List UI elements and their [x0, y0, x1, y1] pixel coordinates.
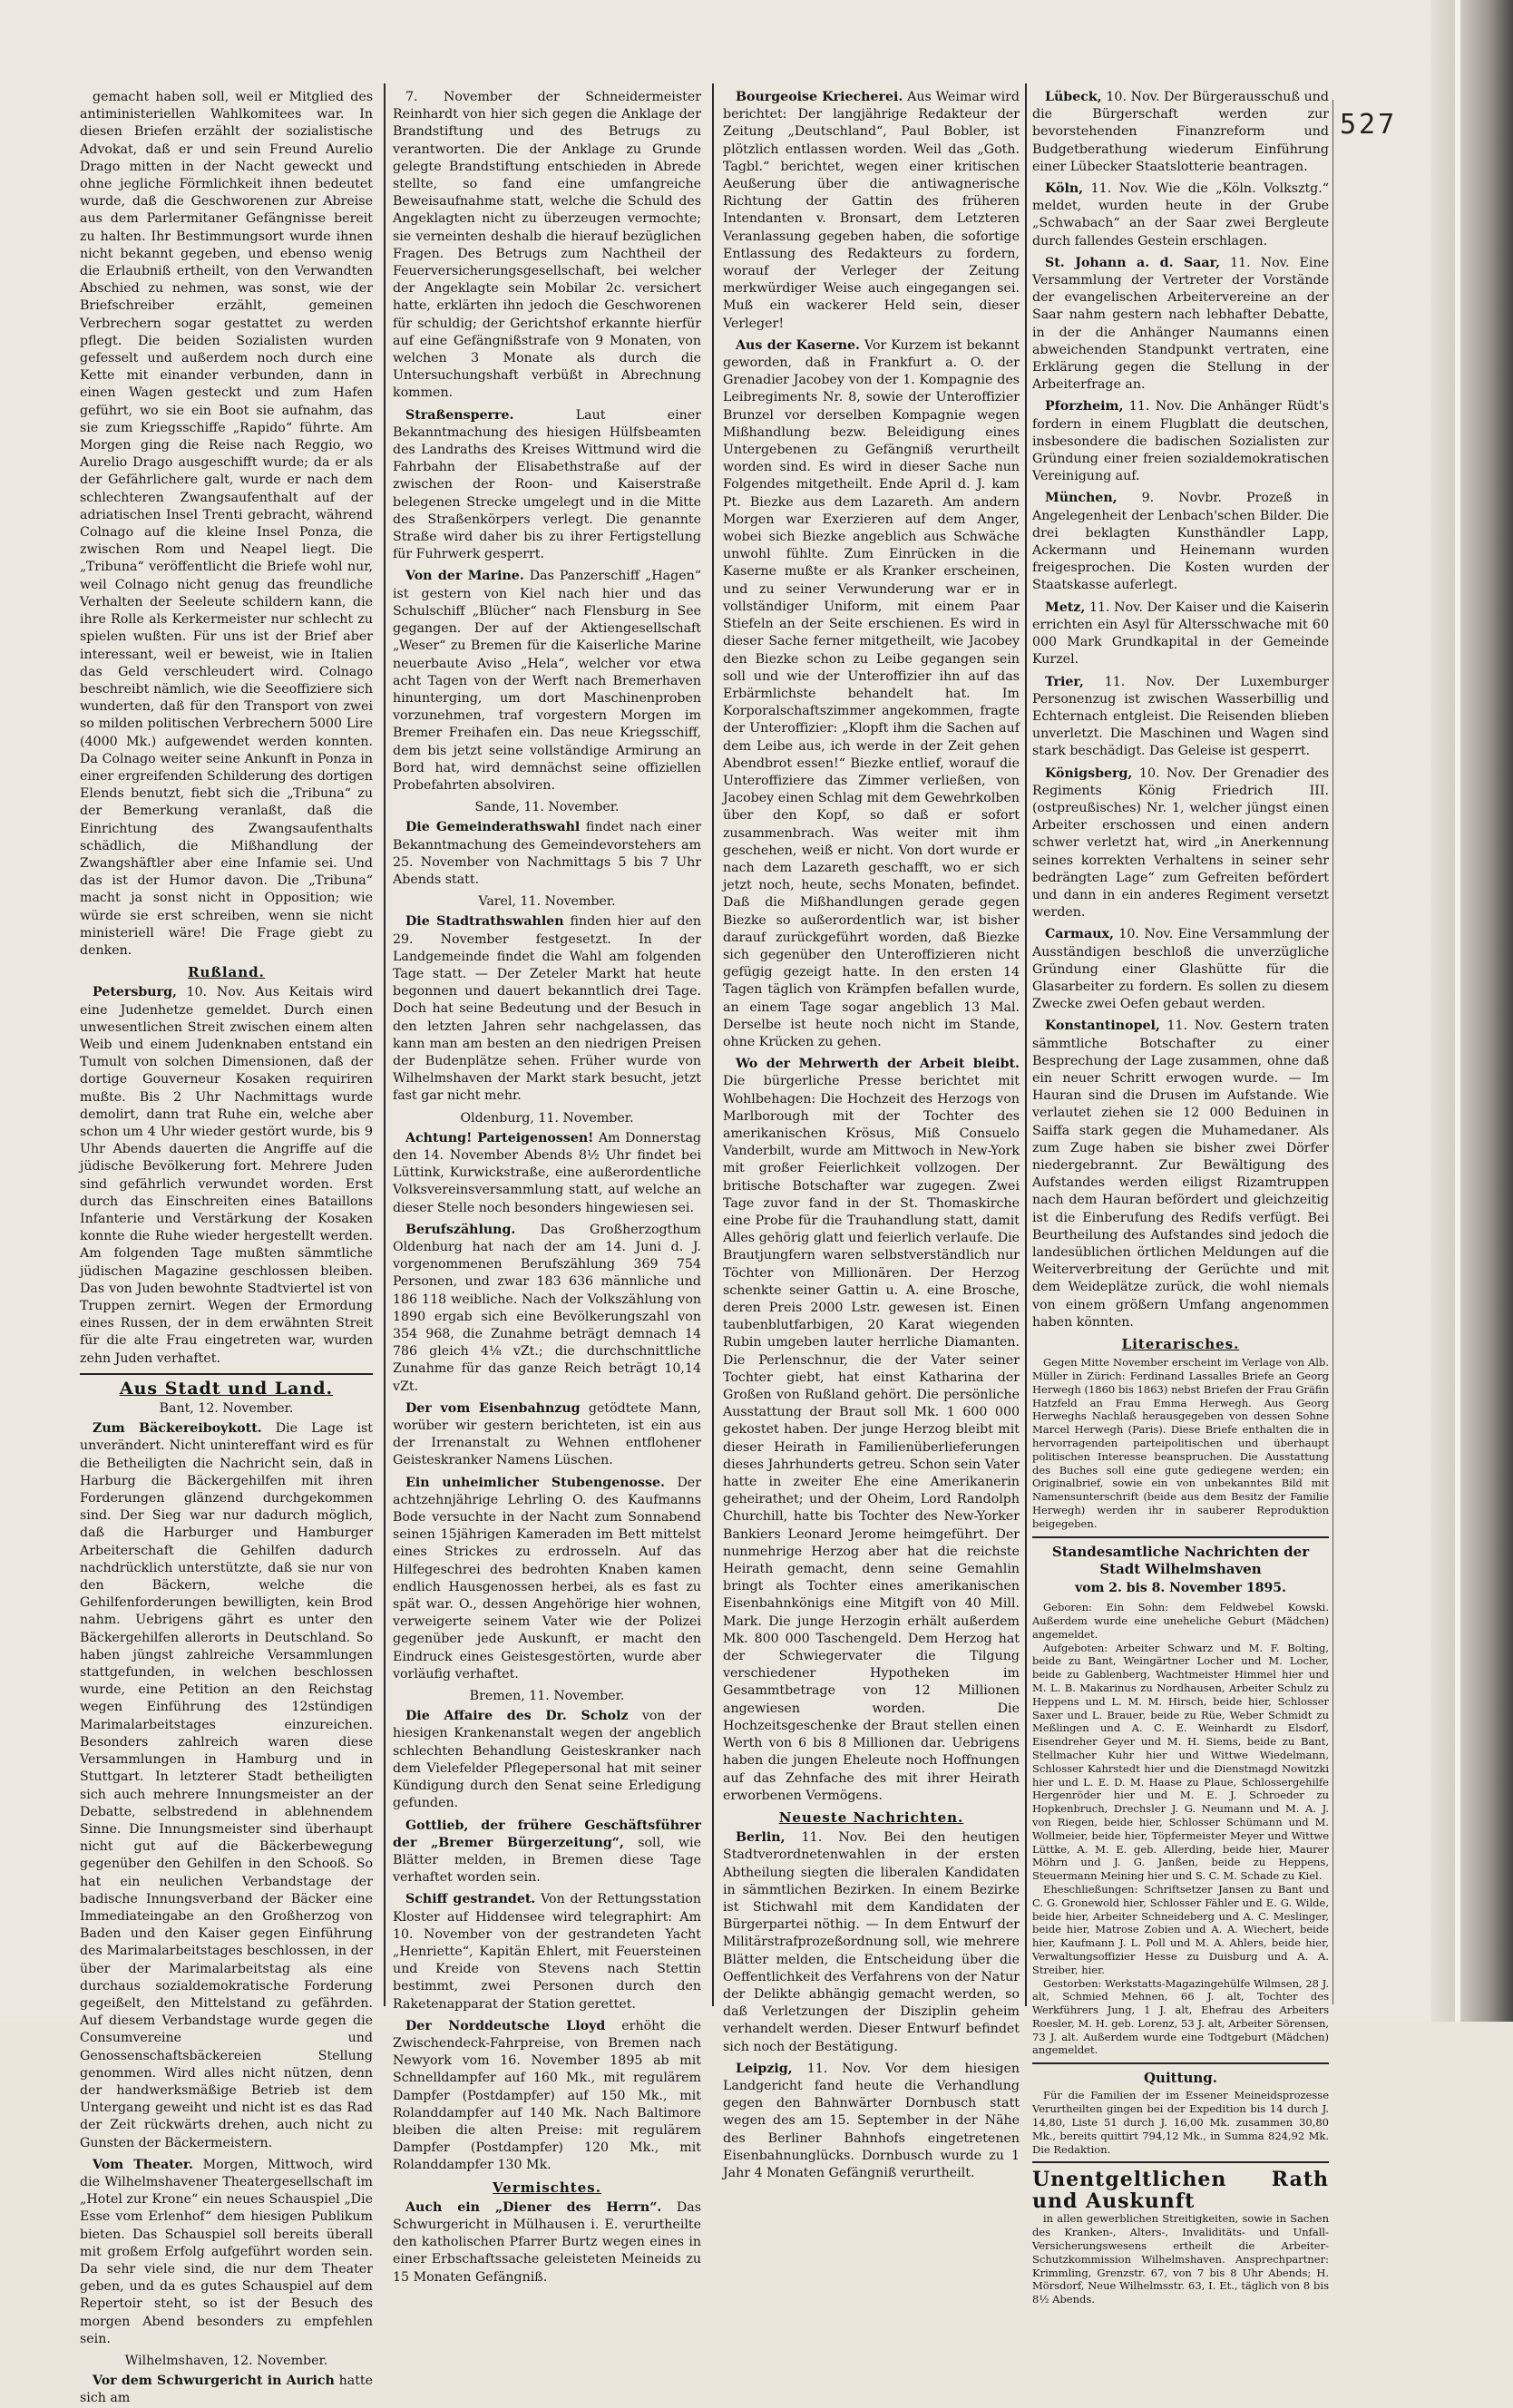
article: [393, 89, 701, 403]
article: [1032, 926, 1329, 1013]
article-body: 9. Novbr. Prozeß in Angelegenheit der Lenbach'schen Bilder. Die drei beklagten Kunsthändler Lapp, Ackermann und Heinemann wurden freigesprochen. Die Kosten wurden der Staatskasse auferlegt.: [1032, 491, 1330, 593]
small-print-paragraph: [1032, 1883, 1329, 1977]
column-3: [723, 89, 1020, 2180]
article: [723, 1829, 1020, 2056]
article: [393, 1130, 701, 1217]
article-lead: Berlin,: [736, 1830, 786, 1846]
article-text: [1032, 180, 1329, 250]
article: [393, 1400, 701, 1470]
article-text: [393, 2018, 701, 2175]
article-lead: Pforzheim,: [1045, 399, 1124, 414]
article: [80, 2157, 373, 2348]
article-body: Vor Kurzem ist bekannt geworden, daß in Frankfurt a. O. der Grenadier Jacobey von der 1. Kompagnie des Leibregiments Nr. 8, sowie der Unteroffizier Brunzel vor derselben Kompagnie wegen Mißhandlung bezw. Beleidigung eines Untergebenen zu Gefängniß verurtheilt worden sind. Es wird in dieser Sache nun Folgendes mitgetheilt. Ende April d. J. kam Pt. Biezke aus dem Lazareth. Am andern Morgen war Exerzieren auf dem Anger, wobei sich Biezke angeblich aus Schwäche unwohl fühlte. Zum Einrücken in die Kaserne mußte er als Kranker erscheinen, und zu seiner Verwunderung war er in vollständiger Uniform, mit einem Paar Stiefeln an der Seite erschienen. Es wird in dieser Sache ferner mitgetheilt, wie Jacobey den Biezke schon zu Leibe gegangen sein soll und wie der Unteroffizier ihn auf das Erbärmlichste behandelt hat. Im Korporalschaftszimmer angekommen, fragte der Unteroffizier: „Klopft ihm die Sachen auf dem Leibe aus, ich werde in der Zeit gehen Abendbrot essen!“ Biezke entlief, worauf die Unteroffiziere das Zimmer verließen, von Jacobey einen Schlag mit dem Gewehrkolben über den Kopf, so daß er sofort zusammenbrach. Was weiter mit ihm geschehen, weiß er nicht. Von dort wurde er nach dem Lazareth geschafft, wo er sich jetzt noch, heute, sechs Monaten, befindet. Daß die Mißhandlungen gerade gegen Biezke so außerordentlich war, ist bisher darauf zurückgeführt worden, daß Biezke sich gegenüber den Unteroffizieren nicht gefügig gezeigt hatte. In den ersten 14 Tagen täglich von Krämpfen befallen wurde, an einem Tage sogar angeblich 13 Mal. Derselbe ist heute noch nicht im Stande, ohne Krücken zu gehen.: [723, 337, 1020, 1049]
article-body: 11. Nov. Wie die „Köln. Volksztg.“ meldet, wurden heute in der Grube „Schwabach“ an der Saar zwei Bergleute durch fallendes Gestein erschlagen.: [1032, 181, 1329, 249]
article-body: Morgen, Mittwoch, wird die Wilhelmshavener Theatergesellschaft im „Hotel zur Krone“ ein neues Schauspiel „Die Esse vom Erlenhof“ dem hiesigen Publikum bieten. Das Schauspiel soll bereits überall mit großem Erfolg aufgeführt worden sein. Da sehr viele sind, die nur dem Theater geben, und da es gutes Schauspiel auf dem Repertoir steht, so ist der Besuch des morgen Abend besonders zu empfehlen sein.: [80, 2157, 374, 2346]
article-lead: Die Stadtrathswahlen: [405, 914, 564, 930]
article-lead: Aus der Kaserne.: [736, 337, 860, 353]
small-print-paragraph: [1032, 1601, 1329, 1641]
section-divider: [80, 1373, 373, 1375]
page-edge-highlight: [1455, 0, 1460, 2022]
article-lead: Vor dem Schwurgericht in Aurich: [93, 2374, 335, 2389]
article-text: [1032, 490, 1329, 594]
article-lead: Bourgeoise Kriecherei.: [736, 90, 903, 104]
notice-heading: Standesamtliche Nachrichten der Stadt Wilhelmshaven: [1051, 1543, 1310, 1577]
page-number: 527: [1340, 109, 1398, 141]
notice-subheading: vom 2. bis 8. November 1895.: [1075, 1580, 1286, 1595]
small-print-text: Aufgeboten: Arbeiter Schwarz und M. F. Bolting, beide zu Bant, Weingärtner Locher und M. Locher, beide zu Gablenberg, Wachtmeister Himmel hier und M. L. B. Makarinus zu Nordhausen, Arbeiter Schulz zu Heppens und L. M. M. Hirsch, beide hier, Schlosser Saxer und L. Brauer, beide zu Rüe, Weber Schmidt zu Meßlingen und A. C. E. Weinhardt zu Elsdorf, Eisendreher Geyer und M. H. Siems, beide zu Bant, Stellmacher Kuhr hier und Wittwe Wiedelmann, Schlosser Kahrstedt hier und die Dienstmagd Nowitzki hier und L. E. D. M. Haase zu Plaue, Schlossergehilfe Hergenröder hier und M. E. J. Schroeder zu Hopkenbruch, Drechsler J. G. Neumann und M. A. J. von Riegen, beide hier, Schlosser Schümann und M. Wollmeier, beide hier, Töpfermeister Meyer und Wittwe Lüttke, A. M. E. geb. Allerding, beide hier, Maurer Möhrn und J. G. Janßen, beide zu Heppens, Steuermann Meining hier und S. C. M. Schade zu Kiel.: [1032, 1641, 1329, 1883]
article-lead: Achtung! Parteigenossen!: [405, 1130, 594, 1146]
article-lead: Konstantinopel,: [1045, 1019, 1160, 1034]
article-lead: Zum Bäckereiboykott.: [93, 1421, 262, 1437]
article-body: Die bürgerliche Presse berichtet mit Wohlbehagen: Die Hochzeit des Herzogs von Marlborough mit der Tochter des amerikanischen Krösus, Miß Consuelo Vanderbilt, wurde am Mittwoch in New-York mit großer Feierlichkeit vollzogen. Der britische Botschafter war zugegen. Zwei Tage zuvor fand in der St. Thomaskirche eine Probe für die Trauhandlung statt, damit Alles gehörig glatt und feierlich verlaufe. Die Brautjungfern waren selbstverständlich nur Töchter von Millionären. Der Herzog schenkte seiner Gattin u. A. eine Brosche, deren Preis 2000 Lstr. gewesen ist. Einen taubenblutfarbigen, 20 Karat wiegenden Rubin umgeben lauter herrliche Diamanten. Die Perlenschnur, die der Vater seiner Tochter giebt, hat einst Katharina der Großen von Rußland gehört. Die persönliche Ausstattung der Braut soll Mk. 1 600 000 gekostet haben. Der junge Herzog bleibt mit dieser Heirath in Familienüberlieferungen dieses Jahrhunderts getreu. Schon sein Vater hatte in zweiter Ehe eine Amerikanerin geheirathet; und der Oheim, Lord Randolph Churchill, hatte bis Tochter des New-Yorker Bankiers Leonard Jerome heimgeführt. Der nunmehrige Herzog aber hat die reichste Heirath gemacht, denn seine Gemahlin bringt als Tochter eines amerikanischen Eisenbahnkönigs eine Mitgift von 40 Mill. Mark. Die junge Herzogin erhält außerdem Mk. 800 000 Taschengeld. Dem Herzog hat der Schwiegervater die Tilgung verschiedener Hypotheken im Gesammtbetrage von 12 Millionen angewiesen worden. Die Hochzeitsgeschenke der Braut stellen einen Werth von 6 bis 8 Millionen dar. Uebrigens haben die jungen Eheleute noch Hoffnungen auf das Zehnfache des mit ihrer Heirath erworbenen Vermögens.: [723, 1074, 1020, 1803]
small-print-text: Für die Familien der im Essener Meineidsprozesse Verurtheilten gingen bei der Expedition bis 14 durch J. 14,80, Liste 51 durch J. 16,00 Mk. zusammen 30,80 Mk., bereits quittirt 794,12 Mk., in Summa 824,92 Mk. Die Redaktion.: [1032, 2089, 1329, 2156]
article-body: Von der Rettungsstation Kloster auf Hiddensee wird telegraphirt: Am 10. November von der gestrandeten Yacht „Henriette“, Kapitän Ehlert, mit Feuersteinen und Kreide von Stevens nach Stettin bestimmt, zwei Personen durch den Raketenapparat der Station gerettet.: [393, 1892, 701, 2012]
small-print-paragraph: [1032, 1642, 1329, 1883]
article-body: 11. Nov. Die Anhänger Rüdt's fordern in einem Flugblatt die deutschen, insbesondere die badischen Sozialisten zur Gründung einer freien sozialdemokratischen Vereinigung auf.: [1032, 399, 1329, 484]
column-rule: [1332, 100, 1333, 2004]
article: [393, 1222, 701, 1396]
article-lead: Metz,: [1045, 600, 1086, 615]
article-lead: Der Norddeutsche Lloyd: [405, 2018, 606, 2033]
section-heading: Neueste Nachrichten.: [778, 1808, 964, 1826]
article: [1032, 600, 1329, 669]
article: [393, 913, 701, 1105]
column-2: [393, 89, 702, 2285]
dateline: Sande, 11. November.: [474, 800, 620, 815]
article-lead: Leipzig,: [736, 2061, 793, 2076]
article: [80, 89, 373, 960]
small-print-paragraph: [1032, 1977, 1329, 2058]
article-text: [1032, 398, 1329, 485]
article-body: erhöht die Zwischendeck-Fahrpreise, von Bremen nach Newyork vom 16. November 1895 ab mit Schnelldampfer auf 160 Mk., mit regulärem Dampfer (Postdampfer) auf 150 Mk., mit Rolanddampfer auf 140 Mk. Nach Baltimore bleiben die alten Preise: mit regulärem Dampfer (Postdampfer) 120 Mk., mit Rolanddampfer 130 Mk.: [393, 2018, 701, 2173]
article-body: finden hier auf den 29. November festgesetzt. In der Landgemeinde findet die Wahl am folgenden Tage statt. — Der Zeteler Markt hat heute begonnen und dauert bekanntlich drei Tage. Doch hat seine Bedeutung und der Besuch in den letzten Jahren sehr nachgelassen, das kann man am besten an den niedrigen Preisen der Budenplätze sehen. Früher wurde von Wilhelmshaven der Markt stark besucht, jetzt fast gar nicht mehr.: [393, 914, 701, 1104]
article-lead: Die Gemeinderathswahl: [405, 820, 581, 835]
article-body: 11. Nov. Bei den heutigen Stadtverordnetenwahlen in der ersten Abtheilung siegten die liberalen Kandidaten in sämmtlichen Bezirken. In einem Bezirke ist Stichwahl mit dem Kandidaten der Bürgerpartei nöthig. — In dem Entwurf der Militärstrafprozeßordnung soll, wie mehrere Blätter melden, die Entscheidung über die Oeffentlichkeit des Verfahrens von der Natur der Delikte abhängig gemacht werden, so daß Verletzungen der Disziplin geheim verhandelt werden. Dieser Entwurf befindet sich noch der Bestätigung.: [723, 1830, 1020, 2054]
article-text: [1032, 674, 1329, 761]
article-lead: Auch ein „Diener des Herrn“.: [405, 2199, 662, 2215]
article-body: 11. Nov. Gestern traten sämmtliche Botschafter zu einer Besprechung der Lage zusammen, ohne daß ein neuer Schritt erwogen wurde. — Im Hauran sind die Drusen im Aufstande. Wie verlautet ziehen sie 12 000 Beduinen in Saiffa stark gegen die Muhamedaner. Als zum Zuge haben sie bisher zwei Dörfer niedergebrannt. Zur Bewältigung des Aufstandes werden eiligst Rizamtruppen nach dem Hauran befördert und gleichzeitig ist die Einberufung des Redifs verfügt. Bei Beurtheilung des Aufstandes sind jedoch die landesüblichen örtlichen Meldungen auf die Weiterverbreitung der Gerüchte und mit dem Weideplätze zurück, die wohl niemals von einem größern Umfang angenommen haben könnten.: [1032, 1019, 1330, 1330]
article-text: [393, 913, 701, 1105]
article-text: [393, 89, 701, 403]
article: [393, 1708, 701, 1812]
binding-edge-shadow: [1431, 0, 1513, 2022]
article-body: hatte sich am: [80, 2374, 373, 2406]
article-body: 10. Nov. Aus Keitais wird eine Judenhetze gemeldet. Durch einen unwesentlichen Streit zwischen einem alten Weib und einem Judenknaben entstand ein Tumult von solchen Dimensionen, daß der dortige Gouverneur Kosaken requiriren mußte. Bis 2 Uhr Nachmittags wurde demolirt, dann trat Ruhe ein, welche aber schon um 4 Uhr wieder gestört wurde, bis 9 Uhr Abends dauerten die Angriffe auf die jüdische Bevölkerung fort. Mehrere Juden sind gefährlich verwundet worden. Erst durch das Einschreiten eines Bataillons Infanterie und Verstärkung der Kosaken konnte die Ruhe wieder hergestellt werden. Am folgenden Tage mußten sämmtliche jüdischen Magazine geschlossen bleiben. Das von Juden bewohnte Stadtviertel ist von Truppen zernirt. Wegen der Ermordung eines Russen, der in dem erwähnten Streit für die alte Frau eingetreten war, wurden zehn Juden verhaftet.: [80, 985, 373, 1366]
dateline: Oldenburg, 11. November.: [460, 1110, 634, 1126]
article-text: [80, 1420, 373, 2152]
article-text: [393, 407, 701, 564]
section-divider: [1032, 2062, 1329, 2064]
article-text: [393, 1818, 701, 1887]
small-print-text: in allen gewerblichen Streitigkeiten, sowie in Sachen des Kranken-, Alters-, Invaliditäts- und Unfall-Versicherungswesens ertheilt die Arbeiter-Schutzkommission Wilhelmshaven. Ansprechpartner: Krimmling, Grenzstr. 67, von 7 bis 8 Uhr Abends; H. Mörsdorf, Neue Wilhelmsstr. 63, I. Et., täglich von 8 bis 8½ Abends.: [1032, 2212, 1329, 2306]
dateline: Bant, 12. November.: [159, 1401, 294, 1417]
article: [393, 819, 701, 889]
small-print-paragraph: [1032, 2212, 1329, 2306]
article: [393, 568, 701, 795]
article-lead: Carmaux,: [1045, 927, 1114, 942]
article-lead: Die Affaire des Dr. Scholz: [405, 1709, 629, 1724]
article-lead: Schiff gestrandet.: [405, 1892, 536, 1907]
article-lead: Berufszählung.: [405, 1222, 516, 1237]
article-body: 11. Nov. Eine Versammlung der Vertreter der Vorstände der evangelischen Arbeitervereine an der Saar nahm gestern nach lebhafter Debatte, in der die Anhänger Naumanns einen abweichenden Standpunkt vertraten, eine Erklärung gegen die Stellung in der Arbeiterfrage an.: [1032, 255, 1329, 393]
article-lead: Gottlieb, der frühere Geschäftsführer der „Bremer Bürgerzeitung“,: [393, 1818, 701, 1850]
article-body: Am Donnerstag den 14. November Abends 8½ Uhr findet bei Lüttink, Kurwickstraße, eine außerordentliche Volksvereinsversammlung statt, auf welche an dieser Stelle noch besonders hingewiesen sei.: [393, 1130, 701, 1215]
article-lead: Petersburg,: [93, 985, 177, 1000]
column-rule: [1025, 83, 1027, 2006]
article: [1032, 398, 1329, 485]
article-text: [1032, 600, 1329, 669]
article-text: [1032, 89, 1329, 176]
article-text: [723, 2061, 1020, 2182]
article-text: [80, 2373, 373, 2407]
article-lead: St. Johann a. d. Saar,: [1045, 255, 1221, 270]
article: [1032, 674, 1329, 761]
article-text: [393, 819, 701, 889]
article-body: gemacht haben soll, weil er Mitglied des antiministeriellen Wahlkomitees war. In diesen Briefen erzählt der sozialistische Advokat, daß er und sein Freund Aurelio Drago mitten in der Nacht geweckt und ohne jegliche Förmlichkeit ihnen bedeutet wurde, daß die Geschworenen zur Abreise aus dem Parlermitaner Gefängnisse bereit zu halten. Ihr Bestimmungsort wurde ihnen nicht bekannt gegeben, und ebenso wenig die Erlaubniß ertheilt, von den Verwandten Abschied zu nehmen, was sonst, wie der Briefschreiber erzählt, gemeinen Verbrechern sogar gestattet zu werden pflegt. Die beiden Sozialisten wurden gefesselt und außerdem noch durch eine Kette mit einander verbunden, dann in einen Wagen gesteckt und zum Hafen geführt, wo sie ein Boot sie aufnahm, das sie zum Kriegsschiffe „Rapido“ führte. Am Morgen ging die Reise nach Reggio, wo Aurelio Drago ausgeschifft wurde; da er als der Gefährlichere galt, wurde er nach dem schlechteren Zwangsaufenthalt auf der adriatischen Insel Trenti gebracht, während Colnago auf die kleine Insel Ponza, die zwischen Rom und Neapel liegt. Die „Tribuna“ veröffentlicht die Briefe wohl nur, weil Colnago nicht genug das freundliche Verhalten der Seeleute schildern kann, die ihre Rolle als Kerkermeister nur schlecht zu spielen wußten. Für uns ist der Brief aber interessant, weil er beweist, wie in Italien das Geld verschleudert wird. Colnago beschreibt nämlich, wie die Seeoffiziere sich wunderten, daß für den Transport von zwei so milden politischen Verbrechern 5000 Lire (4000 Mk.) aufgewendet werden konnten. Da Colnago weiter seine Ankunft in Ponza in einer ergreifenden Schilderung des dortigen Elends benutzt, fiebt sich die „Tribuna“ zu der Bemerkung veranlaßt, daß die Einrichtung des Zwangsaufenthalts schädlich, die Mißhandlung der Zwangshäftler aber eine Infamie sei. Und das ist der Humor davon. Die „Tribuna“ macht ja sonst nicht in Opposition; wie würde sie erst schreiben, wenn sie nicht ministeriell wäre! Die Frage giebt zu denken.: [80, 90, 373, 958]
article-text: [393, 1400, 701, 1470]
notice-heading: Quittung.: [1143, 2070, 1218, 2087]
advert-heading: Unentgeltlichen Rath und Auskunft: [1032, 2168, 1329, 2214]
article: [80, 1420, 373, 2152]
small-print-paragraph: [1032, 1356, 1329, 1530]
small-print-text: Gegen Mitte November erscheint im Verlage von Alb. Müller in Zürich: Ferdinand Lassalles Briefe an Georg Herwegh (1860 bis 1863) nebst Briefen der Frau Gräfin Hatzfeld an Frau Emma Herwegh. Aus Georg Herweghs Nachlaß herausgegeben von dessen Sohne Marcel Herwegh (Paris). Diese Briefe enthalten die in hervorragenden parteipolitischen und überhaupt politischen Interesse beanspruchen. Die Ausstattung des Buches soll eine gute gediegene werden; ein Originalbrief, sowie ein von unbekanntes Bild mit Namensunterschrift (beide aus dem Besitz der Familie Herwegh) werden ihr in sauberer Reproduktion beigegeben.: [1032, 1356, 1329, 1530]
section-divider: [1032, 1536, 1329, 1538]
column-rule: [384, 83, 386, 2006]
article-body: 11. Nov. Der Kaiser und die Kaiserin errichten ein Asyl für Altersschwache mit 60 000 Mark Grundkapital in der Gemeinde Kurzel.: [1032, 600, 1329, 668]
article-body: Die Lage ist unverändert. Nicht unintereffant wird es für die Betheiligten die Nachricht sein, daß in Harburg die Bäckergehilfen mit ihren Forderungen glänzend durchgekommen sind. Der Sieg war nur dadurch möglich, daß die Harburger und Hamburger Arbeiterschaft die Gehilfen dadurch nachdrücklich unterstützte, daß sie nur von den Bäckern, welche die Gehilfenforderungen bewilligten, kein Brod nahm. Uebrigens gährt es unter den Bäckergehilfen allerorts in Deutschland. So haben jüngst zahlreiche Versammlungen stattgefunden, in welchen beschlossen wurde, eine Petition an den Reichstag wegen Einführung des 12stündigen Marimalarbeitstages einzureichen. Besonders zahlreich waren diese Versammlungen in Hamburg und in Stuttgart. In letzterer Stadt betheiligten sich auch mehrere Innungsmeister an der Debatte, selbstredend in ablehnendem Sinne. Die Innungsmeister sind überhaupt nicht gut auf die Bäckerbewegung gegenüber den Gehilfen in den Schooß. So hat ein neulichen Verbandstage der badische Innungsverband der Bäcker eine Immediateingabe an den Großherzog von Baden und den Kaiser gegen Einführung des Marimalarbeitstages beschlossen, in der über der Marimalarbeitstag als eine durchaus sozialdemokratische Forderung gegeißelt, den Mittelstand zu gefährden. Auf diesem Verbandstage wurde gegen die Consumvereine und Genossenschaftsbäckereien Stellung genommen. Wird alles nicht nützen, denn der handwerksmäßige Betrieb ist dem Untergang geweiht und nicht ist es das Rad der Zeit rückwärts drehen, auch nicht zu Gunsten der Bäckermeistern.: [80, 1421, 373, 2150]
article-text: [393, 1130, 701, 1217]
article-body: Das Panzerschiff „Hagen“ ist gestern von Kiel nach hier und das Schulschiff „Blücher“ nach Flensburg in See gegangen. Der auf der Aktiengesellschaft „Weser“ zu Bremen für die Kaiserliche Marine neuerbaute Aviso „Hela“, welcher vor etwa acht Tagen von der Werft nach Bremerhaven hinunterging, um dort Maschinenproben vorzunehmen, traf vorgestern Morgen im Bremer Freihafen ein. Das neue Kriegsschiff, dem bis jetzt seine vollständige Armirung an Bord hat, wird demnächst seine offiziellen Probefahrten absolviren.: [393, 569, 702, 793]
article-text: [393, 1891, 701, 2013]
article: [393, 2018, 701, 2175]
article-body: Das Schwurgericht in Mülhausen i. E. verurtheilte den katholischen Pfarrer Burtz wegen eines in einer Erbschaftssache geleisteten Meineids zu 15 Monaten Gefängniß.: [393, 2199, 701, 2285]
article-body: 11. Nov. Der Luxemburger Personenzug ist zwischen Wasserbillig und Echternach entgleist. Die Reisenden blieben unverletzt. Die Maschinen und Wagen sind stark beschädigt. Das Geleise ist gesperrt.: [1032, 674, 1329, 759]
small-print-text: Geboren: Ein Sohn: dem Feldwebel Kowski. Außerdem wurde eine uneheliche Geburt (Mädchen) angemeldet.: [1032, 1601, 1329, 1641]
small-print-text: Eheschließungen: Schriftsetzer Jansen zu Bant und C. G. Gronewold hier, Schlosser Fähler und E. G. Wilde, beide hier, Arbeiter Schneideberg und A. C. Meslinger, beide hier, Matrose Zobien und A. A. Wiechert, beide hier, Kaufmann J. L. Poll und M. A. Ahlers, beide hier, Verwaltungsoffizier Hesse zu Duisburg und A. A. Streiber, hier.: [1032, 1882, 1329, 1976]
article-body: 10. Nov. Der Bürgerausschuß und die Bürgerschaft werden zur bevorstehenden Finanzreform und Budgetberathung wiederum Einführung einer Lübecker Staatslotterie beantragen.: [1032, 90, 1329, 174]
article: [80, 2373, 373, 2407]
article: [1032, 255, 1329, 395]
article-body: 7. November der Schneidermeister Reinhardt von hier sich gegen die Anklage der Brandstiftung und des Betrugs zu verantworten. Die der Anklage zu Grunde gelegte Brandstiftung entschieden in Abrede stellte, so fand eine umfangreiche Beweisaufnahme statt, welche die Schuld des Angeklagten nicht zu überzeugen vermochte; sie verneinten deshalb die hierauf bezüglichen Fragen. Des Betrugs zum Nachtheil der Feuerversicherungsgesellschaft, bei welcher der Angeklagte sein Mobilar 2c. versichert hatte, erklärten ihn jedoch die Geschworenen für schuldig; der Gerichtshof erkannte hierfür auf eine Gefängnißstrafe von 9 Monaten, von welchen 3 Monate als durch die Untersuchungshaft verbüßt in Abrechnung kommen.: [393, 90, 701, 401]
article-text: [1032, 1018, 1329, 1331]
article: [393, 1475, 701, 1683]
article: [723, 89, 1020, 333]
article-text: [723, 1829, 1020, 2056]
article-text: [393, 568, 701, 795]
article-text: [723, 89, 1020, 333]
dateline: Varel, 11. November.: [478, 894, 616, 910]
article: [1032, 765, 1329, 922]
article-lead: Der vom Eisenbahnzug: [405, 1400, 581, 1416]
article-text: [723, 337, 1020, 1051]
article: [1032, 89, 1329, 176]
article: [1032, 490, 1329, 594]
article-text: [80, 2157, 373, 2348]
article: [1032, 180, 1329, 250]
article-lead: Trier,: [1045, 674, 1084, 689]
article-text: [393, 1708, 701, 1812]
article-lead: München,: [1045, 491, 1118, 506]
section-heading: Rußland.: [188, 964, 265, 981]
article-body: soll, wie Blätter melden, in Bremen diese Tage verhaftet worden sein.: [393, 1835, 701, 1886]
article-lead: Vom Theater.: [93, 2157, 193, 2172]
article-lead: Köln,: [1045, 181, 1084, 197]
small-print-text: Gestorben: Werkstatts-Magazingehülfe Wilmsen, 28 J. alt, Schmied Mehnen, 66 J. alt, Tochter des Werkführers Jung, 1 J. alt, Ehefrau des Arbeiters Roesler, M. H. geb. Lorenz, 53 J. alt, Arbeiter Sörensen, 73 J. alt. Außerdem wurde eine Todtgeburt (Mädchen) angemeldet.: [1032, 1976, 1329, 2057]
article-text: [1032, 765, 1329, 922]
article-lead: Wo der Mehrwerth der Arbeit bleibt.: [736, 1057, 1020, 1072]
article-text: [80, 984, 373, 1367]
article-lead: Straßensperre.: [405, 407, 514, 423]
article-body: von der hiesigen Krankenanstalt wegen der angeblich schlechten Behandlung Geisteskranker nach dem Vielefelder Pflegepersonal hat mit seiner Kündigung durch den Senat seine Erledigung gefunden.: [393, 1709, 702, 1811]
article-body: 10. Nov. Eine Versammlung der Ausständigen beschloß die unverzügliche Gründung einer Glashütte für die Glasarbeiter zu fordern. Es sollen zu diesem Zwecke zwei Oefen gebaut werden.: [1032, 927, 1329, 1012]
column-rule: [712, 83, 714, 2006]
article: [393, 1818, 701, 1887]
article-lead: Von der Marine.: [405, 569, 524, 584]
column-4: [1032, 89, 1330, 2306]
section-heading: Literarisches.: [1121, 1336, 1240, 1353]
article: [80, 984, 373, 1367]
dateline: Wilhelmshaven, 12. November.: [124, 2354, 328, 2368]
article-text: [1032, 255, 1329, 395]
article-lead: Königsberg,: [1045, 765, 1133, 781]
article: [393, 407, 701, 564]
article: [723, 337, 1020, 1051]
section-heading: Vermischtes.: [493, 2179, 601, 2196]
article-body: 11. Nov. Vor dem hiesigen Landgericht fand heute die Verhandlung gegen den Bahnwärter Dornbusch statt wegen des am 15. September in der Nähe des Berliner Bahnhofs eingetretenen Eisenbahnunglücks. Dornbusch wurde zu 1 Jahr 4 Monaten Gefängniß verurtheilt.: [723, 2061, 1020, 2180]
article-text: [80, 89, 373, 960]
small-print-paragraph: [1032, 2089, 1329, 2156]
article-body: Der achtzehnjährige Lehrling O. des Kaufmanns Bode versuchte in der Nacht zum Sonnabend seinen 15jährigen Kameraden im Bett mittelst eines Strickes zu erdrosseln. Auf das Hilfegeschrei des bedrohten Knaben kamen endlich Hausgenossen herbei, als es fast zu spät war. O., dessen Angehörige hier wohnen, verweigerte seinem Vater wie der Polizei gegenüber jede Auskunft, er macht den Eindruck eines Geistesgestörten, wurde aber vorläufig verhaftet.: [393, 1475, 701, 1682]
article-text: [393, 2199, 701, 2286]
section-heading-large: Aus Stadt und Land.: [119, 1378, 334, 1399]
article-lead: Ein unheimlicher Stubengenosse.: [405, 1475, 665, 1490]
article: [393, 1891, 701, 2013]
article-body: Das Großherzogthum Oldenburg hat nach der am 14. Juni d. J. vorgenommenen Berufszählung 369 754 Personen, und zwar 183 636 männliche und 186 118 weibliche. Nach der Volkszählung von 1890 ergab sich eine Bevölkerungszahl von 354 968, die Zunahme beträgt demnach 14 786 gleich 4⅛ vZt.; die durchschnittliche Zunahme für das ganze Reich beträgt 10,14 vZt.: [393, 1222, 701, 1394]
article: [723, 2061, 1020, 2182]
article-body: getödtete Mann, worüber wir gestern berichteten, ist ein aus der Irrenanstalt zu Wehnen entflohener Geisteskranker Namens Lüschen.: [393, 1400, 702, 1468]
article: [723, 1056, 1020, 1805]
section-divider: [1032, 2161, 1329, 2163]
article-body: Aus Weimar wird berichtet: Der langjährige Redakteur der Zeitung „Deutschland“, Paul Bobler, ist plötzlich entlassen worden. Weil das „Goth. Tagbl.“ berichtet, wegen einer kritischen Aeußerung über die antiwagnerische Richtung der Gattin des früheren Intendanten v. Bronsart, dem Letzteren Veranlassung gegeben haben, die sofortige Entlassung des Redakteurs zu fordern, worauf der Verleger der Zeitung merkwürdiger Weise auch eingegangen sei. Muß ein wackerer Held sein, dieser Verleger!: [723, 90, 1020, 331]
article-text: [723, 1056, 1020, 1805]
article-body: Laut einer Bekanntmachung des hiesigen Hülfsbeamten des Landraths des Kreises Wittmund wird die Fahrbahn der Elisabethstraße auf der zwischen der Roon- und Kaiserstraße belegenen Strecke umgelegt und in die Mitte des Straßenkörpers verlegt. Die genannte Straße wird daher bis zu ihrer Fertigstellung für Fuhrwerk gesperrt.: [393, 407, 701, 562]
column-1: [80, 89, 374, 2406]
dateline: Bremen, 11. November.: [469, 1689, 625, 1704]
article-text: [393, 1475, 701, 1683]
article-body: findet nach einer Bekanntmachung des Gemeindevorstehers am 25. November von Nachmittags 5 bis 7 Uhr Abends statt.: [393, 820, 701, 887]
article-text: [1032, 926, 1329, 1013]
article-text: [393, 1222, 701, 1396]
article-lead: Lübeck,: [1045, 90, 1102, 104]
article: [1032, 1018, 1329, 1331]
article-body: 10. Nov. Der Grenadier des Regiments König Friedrich III. (ostpreußisches) Nr. 1, welcher jüngst einen Arbeiter erschossen und einen andern schwer verletzt hat, wird „in Anerkennung seines korrekten Verhaltens in seiner sehr bedrängten Lage“ zum Gefreiten befördert und dann in ein anderes Regiment versetzt werden.: [1032, 765, 1329, 921]
article: [393, 2199, 701, 2286]
